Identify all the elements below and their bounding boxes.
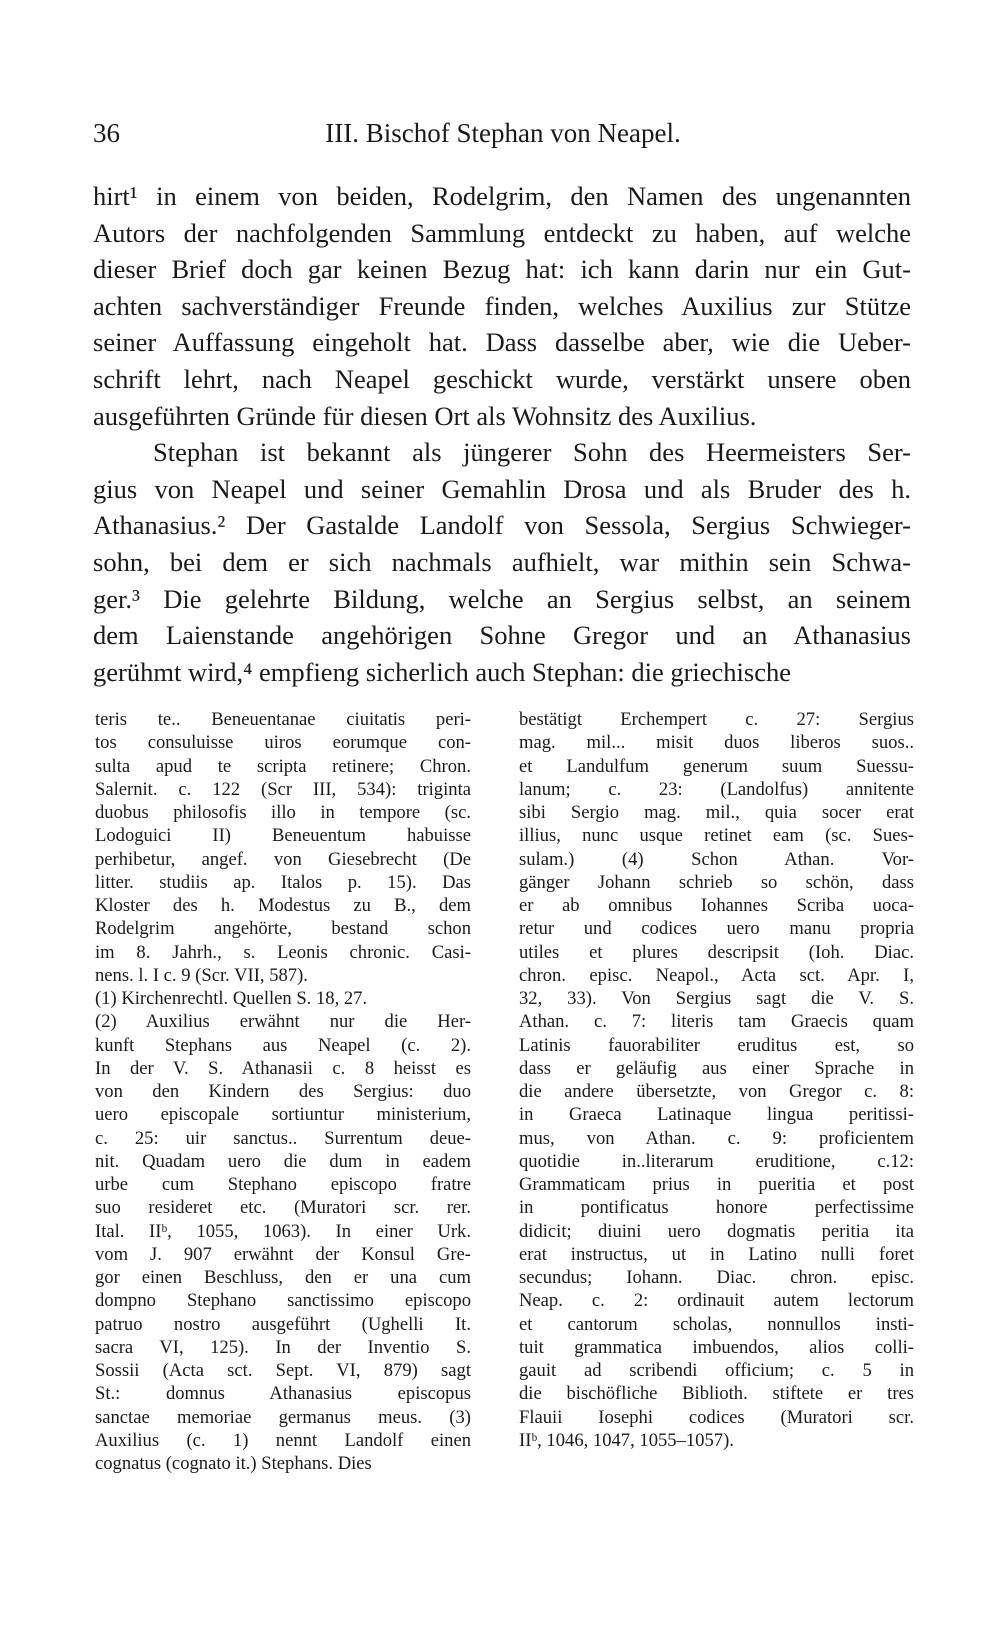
footnote-line: kunft Stephans aus Neapel (c. 2). <box>95 1034 471 1056</box>
footnote-line: die bischöfliche Biblioth. stiftete er tres <box>519 1383 914 1405</box>
footnote-line: lanum; c. 23: (Landolfus) annitente <box>519 778 914 800</box>
footnote-line: (1) Kirchenrechtl. Quellen S. 18, 27. <box>95 988 368 1009</box>
footnote-line: tuit grammatica imbuendos, alios colli- <box>519 1336 914 1358</box>
footnote-line: dass er geläufig aus einer Sprache in <box>519 1057 914 1079</box>
footnote-line: urbe cum Stephano episcopo fratre <box>95 1174 471 1195</box>
body-line: hirt¹ in einem von beiden, Rodelgrim, den Namen des ungenannten <box>93 181 911 211</box>
footnote-line: Athan. c. 7: literis tam Graecis quam <box>519 1011 914 1033</box>
footnotes-right-column <box>519 708 914 1452</box>
footnote-line: Kloster des h. Modestus zu B., dem <box>95 895 471 916</box>
body-line: ausgeführten Gründe für diesen Ort als Wohnsitz des Auxilius. <box>93 400 757 431</box>
body-line: schrift lehrt, nach Neapel geschickt wurde, verstärkt unsere oben <box>93 363 911 394</box>
footnote-line: Latinis fauorabiliter eruditus est, so <box>519 1034 914 1056</box>
body-line: Stephan ist bekannt als jüngerer Sohn des Heermeisters Ser- <box>153 437 911 468</box>
footnote-line: utiles et plures descripsit (Ioh. Diac. <box>519 941 914 963</box>
body-line: Autors der nachfolgenden Sammlung entdeckt zu haben, auf welche <box>93 217 911 248</box>
footnote-line: Lodoguici II) Beneuentum habuisse <box>95 825 471 847</box>
footnotes <box>95 708 915 1488</box>
body-line: sohn, bei dem er sich nachmals aufhielt, war mithin sein Schwa- <box>93 546 911 577</box>
footnote-line: er ab omnibus Iohannes Scriba uoca- <box>519 895 914 916</box>
footnote-line: Rodelgrim angehörte, bestand schon <box>95 918 471 940</box>
footnote-line: sacra VI, 125). In der Inventio S. <box>95 1336 471 1358</box>
body-line: gerühmt wird,⁴ empfieng sicherlich auch Stephan: die griechische <box>93 656 792 687</box>
running-head: III. Bischof Stephan von Neapel. <box>325 118 681 148</box>
footnote-line: von den Kindern des Sergius: duo <box>95 1081 471 1102</box>
footnote-line: uero episcopale sortiuntur ministerium, <box>95 1104 471 1126</box>
body-line: gius von Neapel und seiner Gemahlin Drosa und als Bruder des h. <box>93 473 911 504</box>
footnote-line: mus, von Athan. c. 9: proficientem <box>519 1127 914 1149</box>
body-line: dem Laienstande angehörigen Sohne Gregor und an Athanasius <box>93 620 911 651</box>
footnote-line: (2) Auxilius erwähnt nur die Her- <box>95 1011 471 1033</box>
footnote-line: IIᵇ, 1046, 1047, 1055–1057). <box>519 1429 734 1451</box>
footnotes-left-column <box>95 708 471 1475</box>
footnote-line: nit. Quadam uero die dum in eadem <box>95 1150 471 1172</box>
body-line: Athanasius.² Der Gastalde Landolf von Sessola, Sergius Schwieger- <box>93 510 911 541</box>
footnote-line: patruo nostro ausgeführt (Ughelli It. <box>95 1313 471 1335</box>
body-line: dieser Brief doch gar keinen Bezug hat: ich kann darin nur ein Gut- <box>93 254 911 285</box>
footnote-line: quotidie in..literarum eruditione, c.12: <box>519 1150 914 1172</box>
footnote-line: sibi Sergio mag. mil., quia socer erat <box>519 802 914 823</box>
footnote-line: duobus philosofis illo in tempore (sc. <box>95 802 471 823</box>
footnote-line: 32, 33). Von Sergius sagt die V. S. <box>519 988 914 1009</box>
body-line: seiner Auffassung eingeholt hat. Dass dasselbe aber, wie die Ueber- <box>93 327 911 358</box>
footnote-line: retur und codices uero manu propria <box>519 918 914 940</box>
body-line: achten sachverständiger Freunde finden, welches Auxilius zur Stütze <box>93 290 911 321</box>
footnote-line: nens. l. I c. 9 (Scr. VII, 587). <box>95 964 308 986</box>
footnote-line: in pontificatus honore perfectissime <box>519 1197 914 1219</box>
footnote-line: et Landulfum generum suum Suessu- <box>519 755 914 777</box>
footnote-line: Ital. IIᵇ, 1055, 1063). In einer Urk. <box>95 1220 471 1242</box>
footnote-line: gänger Johann schrieb so schön, dass <box>519 871 914 893</box>
footnote-line: cognatus (cognato it.) Stephans. Dies <box>95 1453 372 1474</box>
footnote-line: in Graeca Latinaque lingua peritissi- <box>519 1104 914 1126</box>
footnote-line: dompno Stephano sanctissimo episcopo <box>95 1290 471 1312</box>
footnote-line: vom J. 907 erwähnt der Konsul Gre- <box>95 1243 471 1265</box>
footnote-line: Flauii Iosephi codices (Muratori scr. <box>519 1406 914 1428</box>
footnote-line: sanctae memoriae germanus meus. (3) <box>95 1406 471 1428</box>
footnote-line: In der V. S. Athanasii c. 8 heisst es <box>95 1057 471 1079</box>
footnote-line: Auxilius (c. 1) nennt Landolf einen <box>95 1429 471 1451</box>
footnote-line: teris te.. Beneuentanae ciuitatis peri- <box>95 709 471 730</box>
footnote-line: St.: domnus Athanasius episcopus <box>95 1383 471 1405</box>
footnote-line: erat instructus, ut in Latino nulli foret <box>519 1243 914 1265</box>
footnote-line: gauit ad scribendi officium; c. 5 in <box>519 1360 914 1381</box>
footnote-line: suo resideret etc. (Muratori scr. rer. <box>95 1197 471 1219</box>
page-number: 36 <box>93 118 120 148</box>
body-line: ger.³ Die gelehrte Bildung, welche an Sergius selbst, an seinem <box>93 583 911 614</box>
footnote-line: Sossii (Acta sct. Sept. VI, 879) sagt <box>95 1360 471 1381</box>
footnote-line: Salernit. c. 122 (Scr III, 534): triginta <box>95 778 471 800</box>
footnote-line: tos consuluisse uiros eorumque con- <box>95 732 471 754</box>
footnote-line: litter. studiis ap. Italos p. 15). Das <box>95 871 471 893</box>
footnote-line: im 8. Jahrh., s. Leonis chronic. Casi- <box>95 941 471 963</box>
footnote-line: Grammaticam prius in pueritia et post <box>519 1174 914 1195</box>
footnote-line: chron. episc. Neapol., Acta sct. Apr. I, <box>519 964 914 986</box>
footnote-line: mag. mil... misit duos liberos suos.. <box>519 732 914 754</box>
footnote-line: perhibetur, angef. von Giesebrecht (De <box>95 848 471 870</box>
footnote-line: gor einen Beschluss, den er una cum <box>95 1267 471 1288</box>
main-text <box>93 178 911 690</box>
footnote-line: didicit; diuini uero dogmatis peritia ita <box>519 1220 914 1242</box>
footnote-line: sulta apud te scripta retinere; Chron. <box>95 755 471 777</box>
footnote-line: sulam.) (4) Schon Athan. Vor- <box>519 848 914 870</box>
footnote-line: et cantorum scholas, nonnullos insti- <box>519 1313 914 1335</box>
footnote-line: bestätigt Erchempert c. 27: Sergius <box>519 709 914 730</box>
footnote-line: c. 25: uir sanctus.. Surrentum deue- <box>95 1127 471 1149</box>
page-header <box>93 118 913 152</box>
footnote-line: illius, nunc usque retinet eam (sc. Sues- <box>519 825 914 847</box>
footnote-line: Neap. c. 2: ordinauit autem lectorum <box>519 1290 914 1312</box>
footnote-line: secundus; Iohann. Diac. chron. episc. <box>519 1267 914 1288</box>
footnote-line: die andere übersetzte, von Gregor c. 8: <box>519 1081 914 1102</box>
